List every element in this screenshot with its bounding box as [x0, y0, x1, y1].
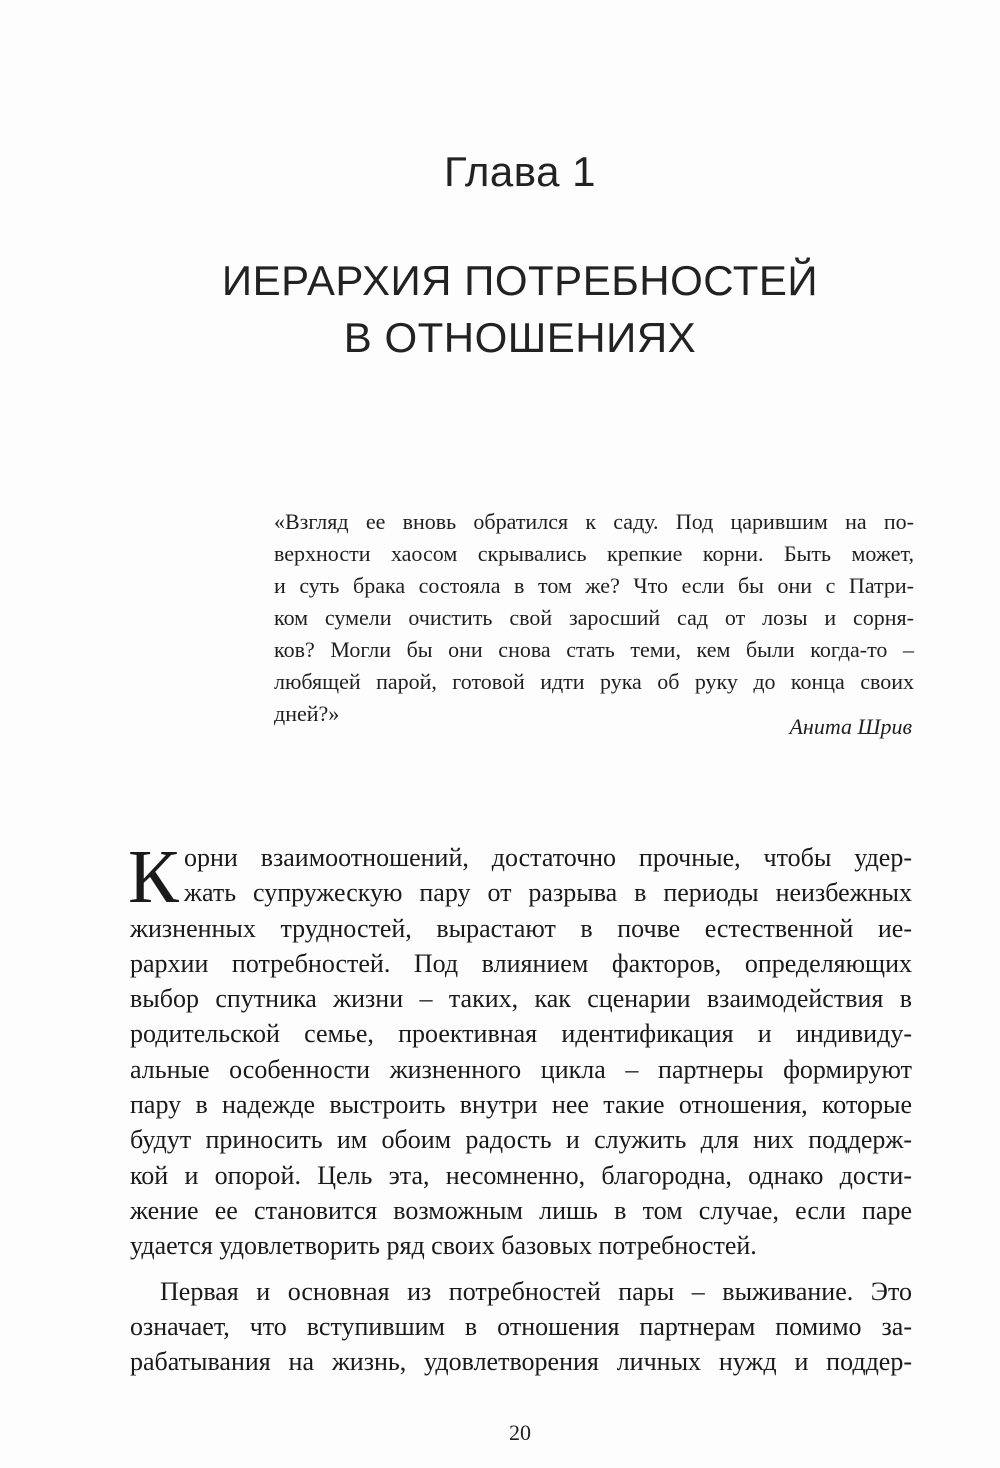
epigraph-line: верхности хаосом скрывались крепкие корни. Быть может, — [274, 541, 914, 566]
body-line: жизненных трудностей, вырастают в почве естественной ие- — [130, 913, 912, 943]
chapter-title-line: В ОТНОШЕНИЯХ — [343, 314, 697, 361]
body-line: будут приносить им обоим радость и служить для них поддерж- — [130, 1125, 912, 1155]
body-text — [128, 835, 912, 1379]
drop-cap: К — [128, 835, 179, 919]
chapter-label: Глава 1 — [444, 148, 596, 195]
body-line: альные особенности жизненного цикла – партнеры формируют — [130, 1054, 912, 1084]
epigraph-line: «Взгляд ее вновь обратился к саду. Под царившим на по- — [274, 509, 914, 534]
chapter-title — [0, 252, 1000, 366]
body-line: удается удовлетворить ряд своих базовых потребностей. — [130, 1231, 757, 1261]
body-line: рархии потребностей. Под влиянием факторов, определяющих — [130, 948, 912, 978]
paragraph-gap — [130, 1264, 912, 1274]
epigraph-line: любящей парой, готовой идти рука об руку до конца своих — [274, 669, 914, 694]
body-line: орни взаимоотношений, достаточно прочные, чтобы удер- — [184, 843, 912, 872]
body-line: жать супружескую пару от разрыва в периоды неизбежных — [184, 878, 912, 908]
chapter-title-line: ИЕРАРХИЯ ПОТРЕБНОСТЕЙ — [221, 257, 819, 304]
body-line: рабатывания на жизнь, удовлетворения личных нужд и поддер- — [130, 1347, 912, 1377]
body-line: кой и опорой. Цель эта, несомненно, благородна, однако дости- — [130, 1160, 912, 1190]
epigraph-line: дней?» — [274, 701, 340, 726]
body-line: жение ее становится возможным лишь в том случае, если паре — [130, 1195, 912, 1225]
body-line: родительской семье, проективная идентификация и индивиду- — [130, 1019, 912, 1049]
epigraph-line: и суть брака состояла в том же? Что если бы они с Патри- — [274, 573, 914, 598]
epigraph-line: ком сумели очистить свой заросший сад от лозы и сорня- — [274, 605, 914, 630]
body-line: означает, что вступившим в отношения партнерам помимо за- — [130, 1311, 912, 1341]
body-line: пару в надежде выстроить внутри нее такие отношения, которые — [130, 1090, 912, 1120]
page-number: 20 — [509, 1420, 531, 1445]
epigraph-author: Анита Шрив — [789, 714, 912, 739]
body-line: выбор спутника жизни – таких, как сценарии взаимодействия в — [130, 984, 912, 1014]
body-line: Первая и основная из потребностей пары – выживание. Это — [160, 1276, 912, 1306]
epigraph-line: ков? Могли бы они снова стать теми, кем были когда-то – — [274, 637, 914, 662]
epigraph — [274, 506, 914, 730]
